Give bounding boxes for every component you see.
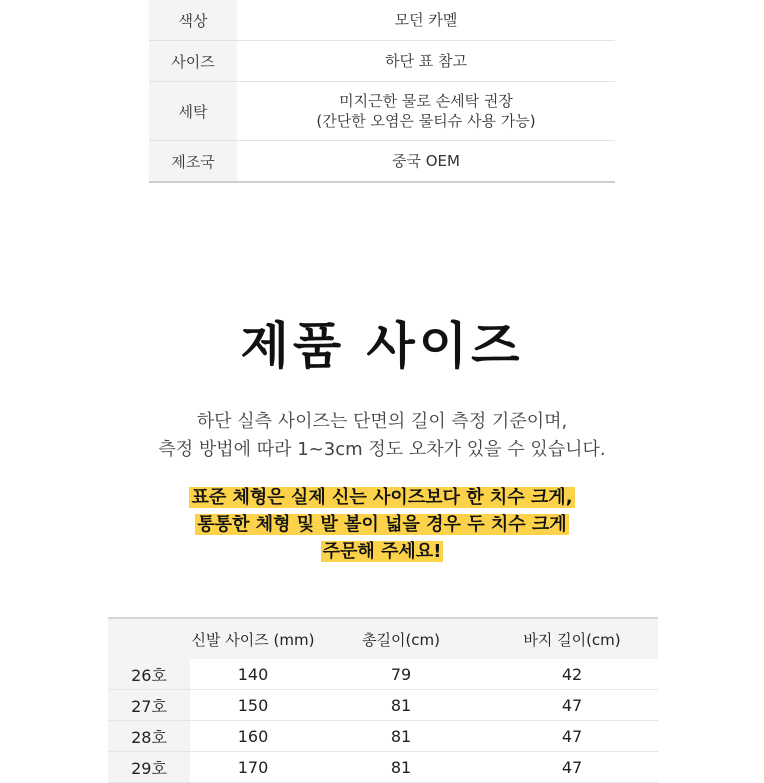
table-cell: 79: [390, 664, 412, 684]
table-header-cell: 총길이(cm): [361, 630, 441, 649]
info-value-line: (간단한 오염은 물티슈 사용 가능): [316, 112, 536, 130]
table-row: [108, 721, 658, 752]
table-cell: 81: [390, 757, 412, 777]
highlight-line: 주문해 주세요!: [322, 541, 442, 562]
highlight-notice: [0, 484, 764, 565]
table-row: [108, 752, 658, 783]
table-cell: 160: [237, 726, 269, 746]
info-row-size: [149, 41, 615, 82]
description-line: 하단 실측 사이즈는 단면의 길이 측정 기준이며,: [196, 411, 568, 432]
info-row-origin: [149, 141, 615, 183]
table-cell: 47: [561, 695, 583, 715]
info-label: 세탁: [149, 82, 237, 140]
highlight-line: 통통한 체형 및 발 볼이 넓을 경우 두 치수 크게: [197, 514, 567, 535]
info-value-line: 미지근한 물로 손세탁 권장: [339, 92, 513, 110]
info-value: [237, 41, 615, 81]
table-cell: 81: [390, 726, 412, 746]
table-cell: 140: [237, 664, 269, 684]
size-description: [0, 408, 764, 464]
table-cell: 26호: [108, 659, 190, 689]
info-value: [237, 141, 615, 181]
info-value: [237, 82, 615, 140]
table-row: [108, 690, 658, 721]
info-label: 색상: [149, 0, 237, 40]
table-cell: 47: [561, 757, 583, 777]
table-cell: 29호: [108, 752, 190, 782]
section-title: 제품 사이즈: [240, 317, 524, 375]
table-header-row: [108, 619, 658, 659]
highlight-line: 표준 체형은 실제 신는 사이즈보다 한 치수 크게,: [191, 487, 573, 508]
table-cell: 28호: [108, 721, 190, 751]
table-cell: 170: [237, 757, 269, 777]
description-line: 측정 방법에 따라 1~3cm 정도 오차가 있을 수 있습니다.: [158, 439, 606, 460]
table-row: [108, 659, 658, 690]
info-row-color: [149, 0, 615, 41]
table-header-cell: 바지 길이(cm): [523, 630, 621, 649]
info-value: [237, 0, 615, 40]
table-cell: 47: [561, 726, 583, 746]
table-cell: 42: [561, 664, 583, 684]
info-value-line: 중국 OEM: [392, 152, 460, 170]
table-cell: 150: [237, 695, 269, 715]
size-table: [108, 617, 658, 783]
info-label: 제조국: [149, 141, 237, 181]
info-value-line: 모던 카멜: [394, 11, 458, 29]
product-info-table: [149, 0, 615, 183]
info-value-line: 하단 표 참고: [385, 52, 467, 70]
table-cell: 81: [390, 695, 412, 715]
info-row-wash: [149, 82, 615, 141]
info-label: 사이즈: [149, 41, 237, 81]
table-cell: 27호: [108, 690, 190, 720]
table-header-cell: 신발 사이즈 (mm): [191, 630, 315, 649]
